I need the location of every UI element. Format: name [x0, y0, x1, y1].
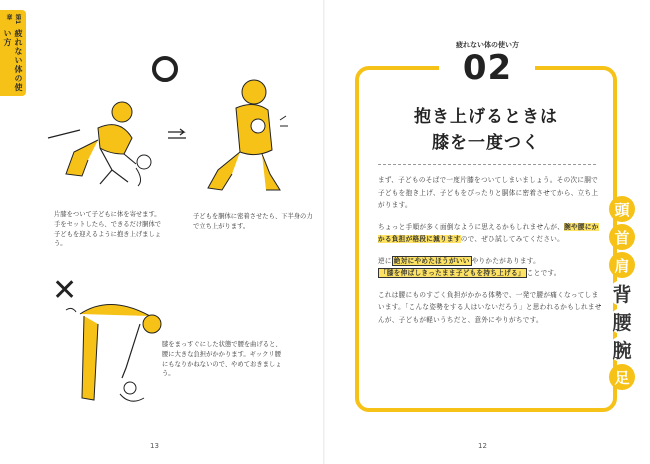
paragraph-2: ちょっと手順が多く面倒なように思えるかもしれませんが、腕や腰にかかる負担が格段に減りますので、ぜひ試してみてください。: [378, 222, 599, 244]
chapter-tab: [0, 10, 26, 96]
caption-stand: 子どもを胴体に密着させたら、下半身の力で立ち上がります。: [193, 213, 313, 230]
tag-head: 頭: [609, 196, 635, 222]
body-part-tags: [607, 196, 637, 390]
heading-line-1: 抱き上げるときは: [414, 107, 558, 127]
tag-back: 背: [609, 280, 635, 306]
right-page: [325, 0, 650, 464]
paragraph-4: これは腰にものすごく負担がかかる体勢で、一発で腰が痛くなってしまいます。「こんな姿勢をする人はいないだろう」と思われるかもしれませんが、子どもが軽いうちだと、意外にやりがちです。: [378, 290, 602, 324]
section-label: 疲れない体の使い方: [456, 41, 519, 49]
tag-neck: 首: [609, 224, 635, 250]
section-number: 02: [462, 48, 513, 88]
page-number-left: 13: [150, 442, 159, 450]
dashed-divider: [378, 164, 596, 165]
paragraph-3: 逆に 絶対にやめたほうがいい やりかたがあります。 「膝を伸ばしきったまま子どもを持ち上げる」 ことです。: [378, 256, 561, 278]
holding-baby-illustration: [196, 70, 296, 200]
caption-wrong-posture: 膝をまっすぐにした状態で腰を曲げると、腰に大きな負担がかかります。ギックリ腰にもなりかねないので、やめておきましょう。: [162, 341, 282, 378]
tag-arm: 腕: [609, 336, 635, 362]
bending-wrong-illustration: [60, 264, 170, 414]
highlight-straight-legs: 「膝を伸ばしきったまま子どもを持ち上げる」: [380, 269, 525, 278]
page-heading: [355, 104, 617, 157]
tag-waist: 腰: [609, 308, 635, 334]
kneeling-parent-illustration: [40, 90, 160, 200]
arrow-right-icon: [166, 128, 188, 142]
chapter-title: 疲れない体の使い方: [3, 29, 23, 93]
heading-line-2: 膝を一度つく: [432, 133, 540, 154]
chapter-number: 第1章: [5, 14, 21, 25]
page-number-right: 12: [478, 442, 487, 450]
wrong-cross-icon: ✕: [52, 273, 78, 308]
paragraph-1: まず、子どものそばで一度片膝をついてしまいましょう。その次に胴で子どもを抱き上げ、子どもをぴったりと胴体に密着させてから、立ち上がります。: [378, 176, 599, 210]
tag-shoulder: 肩: [609, 252, 635, 278]
tag-leg: 足: [609, 364, 635, 390]
correct-circle-icon: [152, 56, 178, 82]
highlight-never-do: 絶対にやめたほうがいい: [393, 256, 470, 265]
body-text: [378, 174, 602, 335]
caption-kneel: 片膝をついて子どもに体を寄せます。手をセットしたら、できるだけ胴体で子どもを迎えるように抱き上げましょう。: [54, 211, 162, 248]
highlight-burden-reduced: 腕や腰にかかる負担が格段に減ります: [378, 222, 599, 244]
